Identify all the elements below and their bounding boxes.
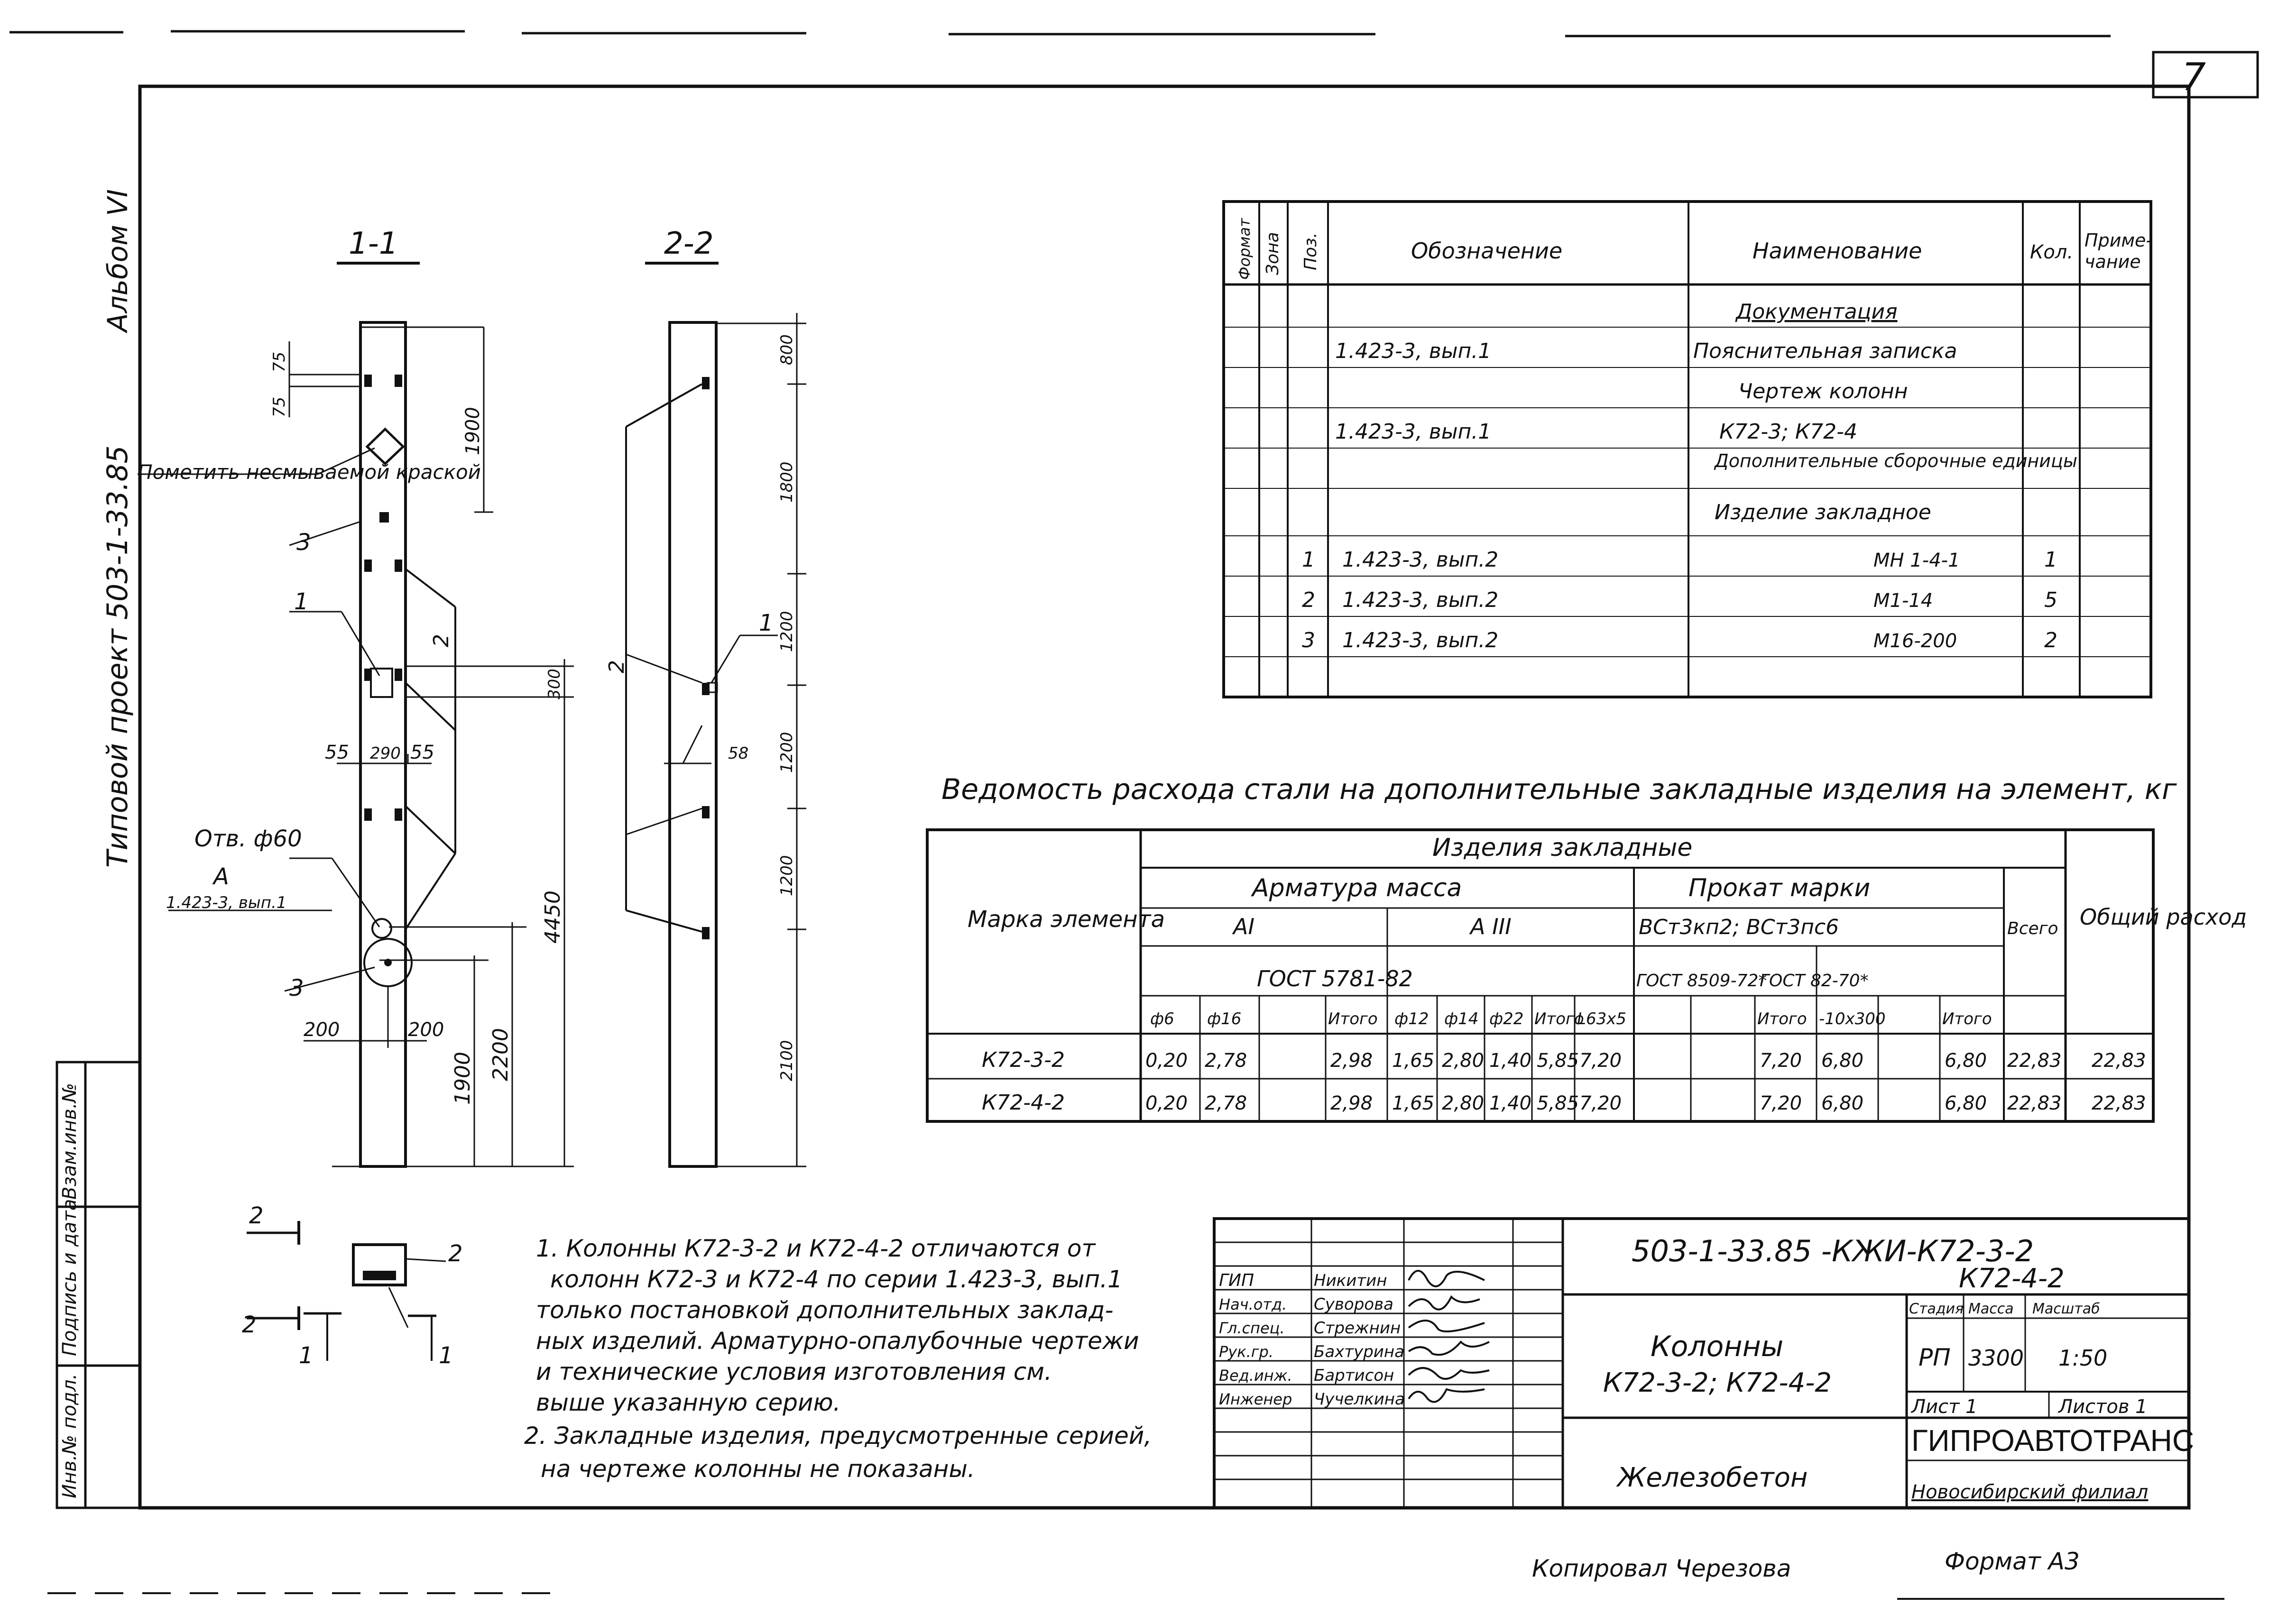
svg-text:М16-200: М16-200 (1873, 630, 1957, 652)
svg-text:1,40: 1,40 (1489, 1050, 1532, 1072)
svg-text:Листов 1: Листов 1 (2058, 1396, 2148, 1418)
svg-text:ф22: ф22 (1489, 1009, 1524, 1028)
svg-text:1.423-3, вып.2: 1.423-3, вып.2 (1342, 588, 1499, 612)
svg-text:1.423-3, вып.2: 1.423-3, вып.2 (1342, 548, 1499, 572)
svg-text:55: 55 (325, 742, 349, 763)
svg-text:2: 2 (242, 1312, 257, 1338)
svg-text:Рук.гр.: Рук.гр. (1219, 1343, 1274, 1361)
svg-text:1: 1 (294, 588, 309, 615)
svg-text:ф14: ф14 (1444, 1009, 1479, 1028)
svg-text:3: 3 (296, 529, 311, 556)
specification-table (1224, 202, 2152, 697)
svg-text:2,78: 2,78 (1205, 1050, 1247, 1072)
svg-text:Чучелкина: Чучелкина (1314, 1390, 1405, 1409)
svg-text:1900: 1900 (462, 407, 484, 455)
svg-text:75: 75 (270, 396, 289, 417)
svg-text:Инв.№ подл.: Инв.№ подл. (59, 1373, 81, 1498)
svg-text:К72-3-2: К72-3-2 (982, 1048, 1065, 1072)
svg-text:Итого: Итого (1534, 1009, 1584, 1028)
svg-text:Всего: Всего (2007, 919, 2058, 938)
copied-by: Копировал Черезова (1532, 1555, 1791, 1582)
svg-text:300: 300 (545, 669, 564, 699)
svg-text:Формат: Формат (1236, 218, 1254, 280)
svg-text:выше указанную серию.: выше указанную серию. (536, 1389, 841, 1416)
svg-text:А III: А III (1470, 914, 1512, 939)
notes (524, 1235, 1152, 1483)
drawing-name: Колонны (1651, 1330, 1784, 1363)
svg-text:Лист 1: Лист 1 (1911, 1396, 1978, 1418)
svg-text:МН 1-4-1: МН 1-4-1 (1873, 550, 1960, 571)
svg-text:22,83: 22,83 (2007, 1050, 2062, 1072)
title-block (1214, 1219, 2194, 1508)
svg-text:1.423-3, вып.2: 1.423-3, вып.2 (1342, 628, 1499, 652)
svg-text:2: 2 (448, 1240, 463, 1267)
svg-text:2: 2 (429, 634, 453, 647)
svg-text:6,80: 6,80 (1821, 1092, 1864, 1114)
detail-a-ref: 1.423-3, вып.1 (166, 893, 287, 912)
svg-text:Кол.: Кол. (2030, 241, 2074, 263)
detail-a-label: А (213, 863, 229, 890)
svg-text:200: 200 (304, 1019, 340, 1041)
svg-text:1200: 1200 (777, 611, 796, 652)
svg-text:6,80: 6,80 (1945, 1092, 1987, 1114)
svg-text:2. Закладные изделия, предусмо: 2. Закладные изделия, предусмотренные серией, (524, 1422, 1152, 1450)
svg-text:22,83: 22,83 (2092, 1092, 2146, 1114)
svg-text:Суворова: Суворова (1314, 1295, 1393, 1314)
svg-text:Изделия закладные: Изделия закладные (1432, 834, 1693, 862)
svg-text:1.423-3, вып.1: 1.423-3, вып.1 (1335, 339, 1492, 363)
svg-text:7,20: 7,20 (1579, 1050, 1622, 1072)
svg-text:Обозначение: Обозначение (1411, 238, 1563, 264)
svg-text:1. Колонны К72-3-2 и К72-4-2 о: 1. Колонны К72-3-2 и К72-4-2 отличаются от (536, 1235, 1096, 1262)
svg-text:7,20: 7,20 (1760, 1092, 1802, 1114)
svg-text:1,65: 1,65 (1392, 1050, 1435, 1072)
section-1-title: 1-1 (349, 226, 398, 261)
svg-text:К72-3-2; К72-4-2: К72-3-2; К72-4-2 (1603, 1367, 1832, 1398)
svg-text:Бартисон: Бартисон (1314, 1366, 1394, 1385)
svg-text:0,20: 0,20 (1145, 1050, 1188, 1072)
svg-text:на чертеже колонны не показаны: на чертеже колонны не показаны. (541, 1455, 975, 1483)
svg-text:1.423-3, вып.1: 1.423-3, вып.1 (1335, 420, 1492, 444)
project-label: Типовой проект 503-1-33.85 (101, 445, 134, 868)
svg-text:Зона: Зона (1263, 232, 1282, 275)
svg-text:К72-4-2: К72-4-2 (982, 1091, 1065, 1115)
section-1-1 (138, 226, 574, 1166)
svg-text:Изделие закладное: Изделие закладное (1715, 500, 1931, 524)
sheet-number: 7 (2182, 55, 2206, 99)
svg-text:22,83: 22,83 (2092, 1050, 2146, 1072)
svg-text:Стрежнин: Стрежнин (1314, 1319, 1401, 1338)
paint-note: Пометить несмываемой краской (138, 460, 481, 484)
svg-text:К72-3; К72-4: К72-3; К72-4 (1719, 420, 1858, 444)
section-2-title: 2-2 (664, 226, 714, 261)
svg-text:Стадия: Стадия (1909, 1301, 1964, 1317)
svg-text:1: 1 (299, 1342, 314, 1369)
svg-text:Масса: Масса (1968, 1301, 2014, 1317)
svg-text:1900: 1900 (451, 1052, 475, 1105)
svg-text:6,80: 6,80 (1821, 1050, 1864, 1072)
svg-text:800: 800 (777, 334, 796, 365)
svg-text:3: 3 (1302, 628, 1315, 652)
svg-text:ВСт3кп2; ВСт3пс6: ВСт3кп2; ВСт3пс6 (1639, 915, 1839, 939)
svg-text:2,78: 2,78 (1205, 1092, 1247, 1114)
svg-text:7,20: 7,20 (1760, 1050, 1802, 1072)
section-2-2 (605, 226, 806, 1166)
svg-text:Арматура масса: Арматура масса (1252, 874, 1462, 902)
svg-text:5,85: 5,85 (1537, 1092, 1579, 1114)
svg-text:ных изделий. Арматурно-опалубо: ных изделий. Арматурно-опалубочные чертежи (536, 1327, 1139, 1355)
svg-text:1800: 1800 (777, 461, 796, 503)
svg-text:колонн К72-3 и К72-4 по серии: колонн К72-3 и К72-4 по серии 1.423-3, вып.1 (550, 1266, 1123, 1293)
material-label: Железобетон (1617, 1462, 1808, 1493)
svg-text:55: 55 (410, 742, 434, 763)
svg-text:2: 2 (1302, 588, 1315, 612)
svg-text:75: 75 (270, 351, 289, 372)
svg-text:1200: 1200 (777, 732, 796, 773)
svg-text:Дополнительные сборочные едини: Дополнительные сборочные единицы (1715, 450, 2077, 471)
svg-text:Вед.инж.: Вед.инж. (1219, 1367, 1292, 1385)
svg-text:Чертеж колонн: Чертеж колонн (1738, 379, 1908, 404)
svg-text:Приме-: Приме- (2085, 230, 2153, 251)
svg-text:только постановкой дополнитель: только постановкой дополнительных заклад- (536, 1296, 1114, 1324)
svg-text:3: 3 (289, 975, 304, 1001)
svg-text:ГОСТ 82-70*: ГОСТ 82-70* (1760, 971, 1869, 991)
album-label: Альбом VI (101, 189, 134, 332)
svg-text:чание: чание (2085, 251, 2141, 272)
org-name: ГИПРОАВТОТРАНС (1911, 1423, 2195, 1458)
svg-text:290: 290 (370, 744, 401, 763)
svg-text:и технические условия изготовл: и технические условия изготовления см. (536, 1358, 1052, 1385)
svg-text:Нач.отд.: Нач.отд. (1219, 1295, 1287, 1313)
svg-text:Наименование: Наименование (1752, 238, 1922, 264)
svg-text:ГОСТ 5781-82: ГОСТ 5781-82 (1257, 966, 1413, 991)
svg-text:5,85: 5,85 (1537, 1050, 1579, 1072)
svg-text:РП: РП (1919, 1344, 1951, 1371)
svg-text:2: 2 (2044, 628, 2057, 652)
svg-text:Бахтурина: Бахтурина (1314, 1342, 1404, 1361)
svg-text:L63х5: L63х5 (1577, 1009, 1626, 1028)
drawing-code: 503-1-33.85 -КЖИ-К72-3-2 (1632, 1234, 2034, 1268)
svg-text:6,80: 6,80 (1945, 1050, 1987, 1072)
svg-text:Итого: Итого (1328, 1009, 1378, 1028)
svg-text:0,20: 0,20 (1145, 1092, 1188, 1114)
svg-text:Поз.: Поз. (1301, 232, 1320, 270)
svg-text:Итого: Итого (1942, 1009, 1992, 1028)
svg-text:1200: 1200 (777, 855, 796, 896)
svg-text:Подпись и дата: Подпись и дата (59, 1199, 81, 1356)
svg-text:2,80: 2,80 (1442, 1050, 1485, 1072)
svg-text:ф16: ф16 (1207, 1009, 1242, 1028)
svg-text:1: 1 (2044, 548, 2057, 572)
svg-text:2100: 2100 (777, 1040, 796, 1081)
key-plan (242, 1202, 463, 1369)
svg-text:Новосибирский филиал: Новосибирский филиал (1911, 1481, 2149, 1503)
svg-text:ф12: ф12 (1394, 1009, 1429, 1028)
svg-text:7,20: 7,20 (1579, 1092, 1622, 1114)
side-stamp (57, 1062, 140, 1508)
svg-text:1,40: 1,40 (1489, 1092, 1532, 1114)
hole-label: Отв. ф60 (194, 826, 302, 852)
svg-text:2,80: 2,80 (1442, 1092, 1485, 1114)
steel-table-title: Ведомость расхода стали на дополнительные закладные изделия на элемент, кг (941, 773, 2177, 806)
svg-text:5: 5 (2044, 588, 2057, 612)
svg-text:2,98: 2,98 (1330, 1050, 1373, 1072)
svg-text:Инженер: Инженер (1219, 1390, 1292, 1408)
format-label: Формат А3 (1945, 1548, 2080, 1575)
svg-text:Документация: Документация (1736, 300, 1898, 324)
steel-table (927, 830, 2247, 1121)
svg-text:1: 1 (1302, 548, 1315, 572)
svg-text:2: 2 (605, 660, 629, 673)
svg-text:М1-14: М1-14 (1873, 590, 1933, 612)
svg-text:22,83: 22,83 (2007, 1092, 2062, 1114)
svg-text:Масштаб: Масштаб (2032, 1301, 2100, 1317)
svg-text:3300: 3300 (1968, 1345, 2024, 1371)
svg-text:2: 2 (249, 1202, 264, 1229)
svg-text:1:50: 1:50 (2058, 1345, 2108, 1371)
svg-text:1,65: 1,65 (1392, 1092, 1435, 1114)
svg-text:ф6: ф6 (1150, 1009, 1174, 1028)
svg-text:Взам.инв.№: Взам.инв.№ (59, 1083, 81, 1200)
svg-text:Гл.спец.: Гл.спец. (1219, 1319, 1285, 1337)
svg-text:200: 200 (408, 1019, 444, 1041)
svg-text:ГОСТ 8509-72*: ГОСТ 8509-72* (1636, 971, 1767, 991)
svg-text:-10х300: -10х300 (1819, 1009, 1886, 1028)
svg-text:1: 1 (439, 1342, 453, 1369)
svg-text:Общий расход: Общий расход (2080, 904, 2247, 930)
svg-text:К72-4-2: К72-4-2 (1959, 1263, 2065, 1294)
svg-text:Марка элемента: Марка элемента (968, 906, 1165, 933)
svg-text:Никитин: Никитин (1314, 1271, 1387, 1290)
svg-text:1: 1 (759, 610, 774, 636)
svg-text:АI: АI (1233, 914, 1255, 939)
svg-text:Пояснительная записка: Пояснительная записка (1693, 339, 1957, 363)
svg-text:58: 58 (728, 744, 749, 763)
svg-text:Итого: Итого (1757, 1009, 1807, 1028)
svg-text:Прокат марки: Прокат марки (1688, 874, 1871, 902)
svg-text:ГИП: ГИП (1219, 1271, 1254, 1290)
svg-text:2,98: 2,98 (1330, 1092, 1373, 1114)
svg-text:4450: 4450 (541, 890, 565, 944)
svg-text:2200: 2200 (489, 1028, 513, 1081)
